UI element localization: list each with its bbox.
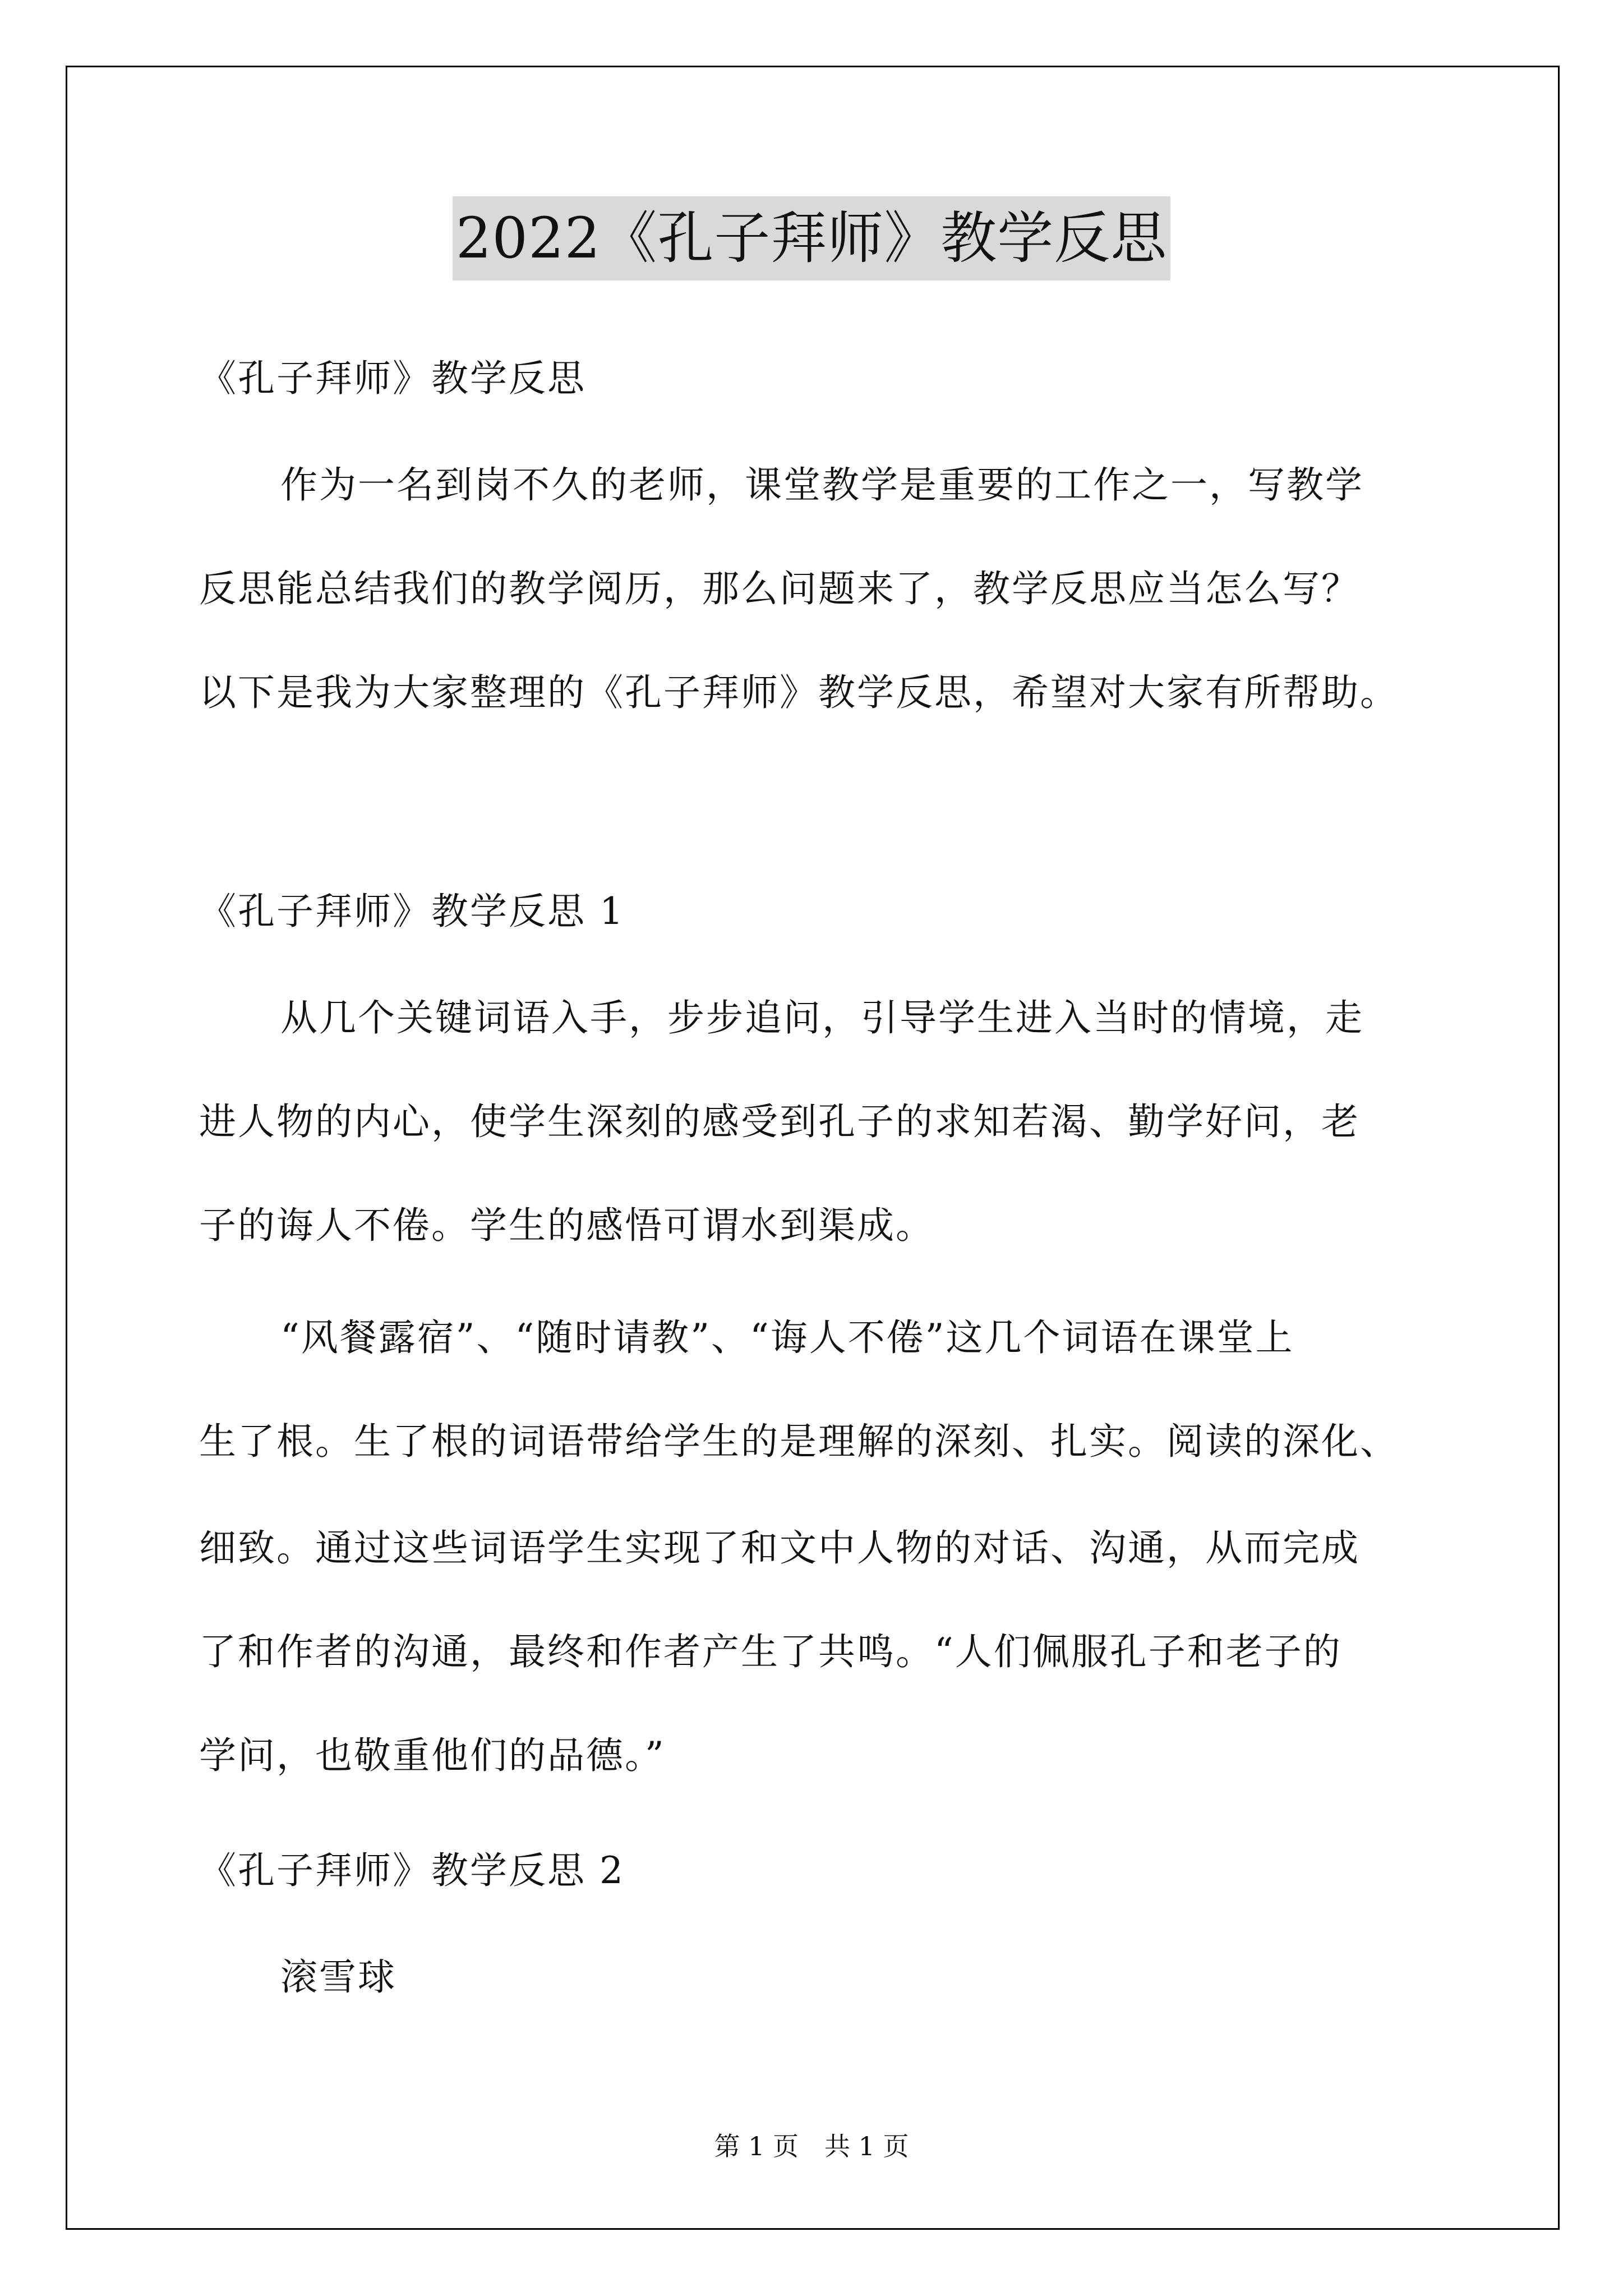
paragraph-line: 反思能总结我们的教学阅历，那么问题来了，教学反思应当怎么写？ (199, 567, 1360, 610)
paragraph-line: 从几个关键词语入手，步步追问，引导学生进入当时的情境，走 (280, 996, 1364, 1039)
paragraph-line: “风餐露宿”、“随时请教”、“诲人不倦”这几个词语在课堂上 (280, 1316, 1294, 1359)
paragraph-line: 细致。通过这些词语学生实现了和文中人物的对话、沟通，从而完成 (199, 1526, 1360, 1570)
paragraph-line: 子的诲人不倦。学生的感悟可谓水到渠成。 (199, 1204, 934, 1247)
document-title: 2022《孔子拜师》教学反思 (453, 196, 1171, 280)
paragraph-line: 滚雪球 (280, 1955, 396, 1999)
section-heading-1: 《孔子拜师》教学反思 1 (199, 890, 625, 933)
title-container (0, 196, 1623, 280)
paragraph-line: 学问，也敬重他们的品德。” (199, 1734, 666, 1777)
paragraph-line: 了和作者的沟通，最终和作者产生了共鸣。“人们佩服孔子和老子的 (199, 1630, 1342, 1673)
page-footer: 第 1 页 共 1 页 (714, 2131, 909, 2161)
intro-heading: 《孔子拜师》教学反思 (199, 357, 586, 400)
paragraph-line: 以下是我为大家整理的《孔子拜师》教学反思，希望对大家有所帮助。 (199, 671, 1399, 714)
paragraph-line: 作为一名到岗不久的老师，课堂教学是重要的工作之一，写教学 (280, 463, 1364, 507)
section-heading-2: 《孔子拜师》教学反思 2 (199, 1849, 625, 1892)
paragraph-line: 生了根。生了根的词语带给学生的是理解的深刻、扎实。阅读的深化、 (199, 1420, 1399, 1463)
paragraph-line: 进人物的内心，使学生深刻的感受到孔子的求知若渴、勤学好问，老 (199, 1100, 1360, 1143)
